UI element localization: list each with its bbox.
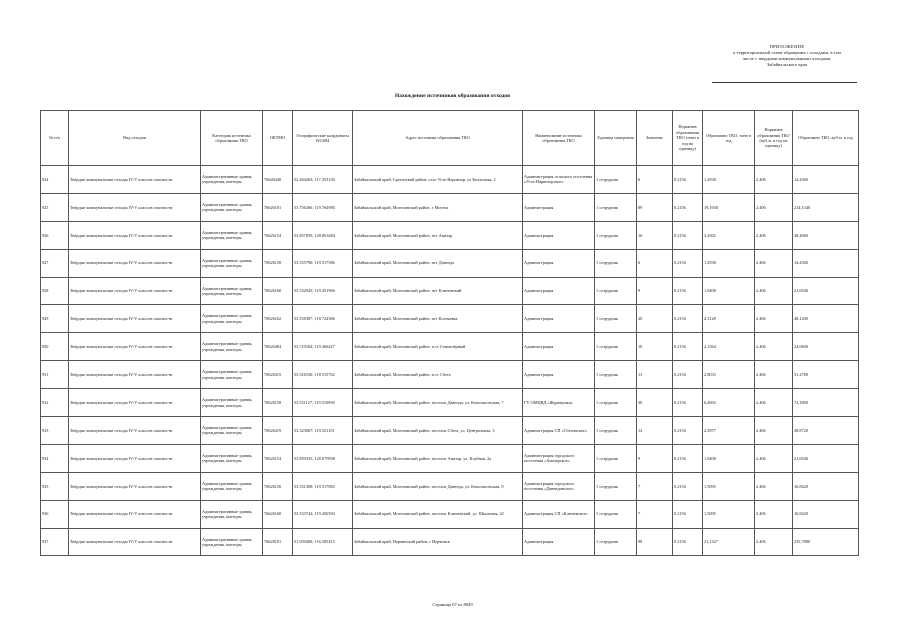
row-number-cell: 937 (41, 528, 69, 556)
coordinates-cell: 53.857839; 120.863484 (293, 221, 353, 249)
norm-tons-cell: 0.2156 (673, 193, 703, 221)
source-name-cell: Администрация (523, 221, 595, 249)
oktmo-cell: 76626101 (263, 193, 293, 221)
column-header: Вид отходов (69, 111, 201, 166)
source-name-cell: Администрация (523, 277, 595, 305)
unit-cell: 1 сотрудник (595, 472, 637, 500)
source-name-cell: Администрация СП «Сбегинское» (523, 417, 595, 445)
address-cell: Забайкальский край, Могочинский район, п.ст Семиозёрный (353, 333, 523, 361)
coordinates-cell: 53.756266; 119.764980 (293, 193, 353, 221)
row-number-cell: 926 (41, 221, 69, 249)
volume-tons-cell: 1,5095 (703, 500, 755, 528)
waste-type-cell: Твёрдые коммунальные отходы IV-V классов опасности (69, 444, 201, 472)
appendix-line-1: к территориальной схеме обращения с отходами, в том (733, 50, 841, 56)
coordinates-cell: 53.558387; 118.724366 (293, 305, 353, 333)
category-cell: Административные здания, учреждения, конторы (201, 417, 263, 445)
waste-type-cell: Твёрдые коммунальные отходы IV-V классов опасности (69, 221, 201, 249)
volume-tons-cell: 21,1327 (703, 528, 755, 556)
column-header: Норматив образования ТКО (куб.м. в год на единицу) (755, 111, 793, 166)
value-cell: 9 (637, 444, 673, 472)
table-row (41, 166, 859, 194)
volume-tons-cell: 3,4502 (703, 221, 755, 249)
value-cell: 13 (637, 361, 673, 389)
source-name-cell: ГУ ОМЦВД «Журавушка» (523, 389, 595, 417)
norm-tons-cell: 0.2156 (673, 305, 703, 333)
waste-type-cell: Твёрдые коммунальные отходы IV-V классов опасности (69, 249, 201, 277)
waste-type-cell: Твёрдые коммунальные отходы IV-V классов опасности (69, 389, 201, 417)
unit-cell: 1 сотрудник (595, 249, 637, 277)
unit-cell: 1 сотрудник (595, 500, 637, 528)
value-cell: 89 (637, 193, 673, 221)
volume-cubic-cell: 38,4960 (793, 221, 859, 249)
waste-type-cell: Твёрдые коммунальные отходы IV-V классов опасности (69, 333, 201, 361)
category-cell: Административные здания, учреждения, конторы (201, 221, 263, 249)
address-cell: Забайкальский край, Могочинский район, п.ст Сбега (353, 361, 523, 389)
coordinates-cell: 53.859335; 120.879938 (293, 444, 353, 472)
value-cell: 7 (637, 472, 673, 500)
volume-cubic-cell: 21,6540 (793, 444, 859, 472)
table-row (41, 277, 859, 305)
column-header: Образовано ТКО, тонн в год (703, 111, 755, 166)
value-cell: 16 (637, 221, 673, 249)
column-header: Единица измерения (595, 111, 637, 166)
unit-cell: 1 сотрудник (595, 389, 637, 417)
source-name-cell: Администрация городского поселения «Давендинское» (523, 472, 595, 500)
row-number-cell: 933 (41, 417, 69, 445)
volume-cubic-cell: 48,1200 (793, 305, 859, 333)
volume-cubic-cell: 214,1340 (793, 193, 859, 221)
value-cell: 10 (637, 333, 673, 361)
unit-cell: 1 сотрудник (595, 361, 637, 389)
coordinates-cell: 52.264263; 117.353130 (293, 166, 353, 194)
column-header: Географические координаты WGS84 (293, 111, 353, 166)
volume-cubic-cell: 31,2780 (793, 361, 859, 389)
waste-type-cell: Твёрдые коммунальные отходы IV-V классов опасности (69, 305, 201, 333)
category-cell: Административные здания, учреждения, конторы (201, 444, 263, 472)
volume-tons-cell: 19,1930 (703, 193, 755, 221)
norm-tons-cell: 0.2156 (673, 472, 703, 500)
category-cell: Административные здания, учреждения, конторы (201, 305, 263, 333)
norm-tons-cell: 0.2156 (673, 166, 703, 194)
volume-cubic-cell: 14,4360 (793, 166, 859, 194)
source-name-cell: Администрация СП «Ключевское» (523, 500, 595, 528)
address-cell: Забайкальский край, Могочинский район, г Могоча (353, 193, 523, 221)
row-number-cell: 924 (41, 166, 69, 194)
table-row (41, 444, 859, 472)
waste-type-cell: Твёрдые коммунальные отходы IV-V классов опасности (69, 500, 201, 528)
appendix-title: ПРИЛОЖЕНИЕ (769, 44, 805, 49)
unit-cell: 1 сотрудник (595, 417, 637, 445)
oktmo-cell: 76626160 (263, 277, 293, 305)
table-body (41, 166, 859, 556)
norm-tons-cell: 0.2156 (673, 361, 703, 389)
category-cell: Административные здания, учреждения, конторы (201, 193, 263, 221)
waste-type-cell: Твёрдые коммунальные отходы IV-V классов опасности (69, 417, 201, 445)
waste-type-cell: Твёрдые коммунальные отходы IV-V классов опасности (69, 472, 201, 500)
row-number-cell: 930 (41, 333, 69, 361)
source-name-cell: Администрация (523, 361, 595, 389)
registry-table (40, 110, 859, 556)
table-row (41, 361, 859, 389)
table-row (41, 193, 859, 221)
row-number-cell: 925 (41, 193, 69, 221)
address-cell: Забайкальский край, Могочинский район, поселок Амазар, ул. Клубная, 2а (353, 444, 523, 472)
volume-tons-cell: 1,9408 (703, 444, 755, 472)
row-number-cell: 936 (41, 500, 69, 528)
norm-cubic-cell: 2.406 (755, 444, 793, 472)
volume-tons-cell: 6,4692 (703, 389, 755, 417)
row-number-cell: 929 (41, 305, 69, 333)
norm-cubic-cell: 2.406 (755, 472, 793, 500)
norm-cubic-cell: 2.406 (755, 389, 793, 417)
oktmo-cell: 76626156 (263, 472, 293, 500)
volume-tons-cell: 1,5095 (703, 472, 755, 500)
norm-tons-cell: 0.2156 (673, 417, 703, 445)
category-cell: Административные здания, учреждения, конторы (201, 472, 263, 500)
unit-cell: 1 сотрудник (595, 166, 637, 194)
category-cell: Административные здания, учреждения, конторы (201, 500, 263, 528)
norm-cubic-cell: 2.406 (755, 361, 793, 389)
oktmo-cell: 76626419 (263, 417, 293, 445)
volume-tons-cell: 4,3128 (703, 305, 755, 333)
norm-tons-cell: 0.2156 (673, 221, 703, 249)
column-header: ОКТМО (263, 111, 293, 166)
waste-type-cell: Твёрдые коммунальные отходы IV-V классов опасности (69, 166, 201, 194)
norm-cubic-cell: 2.406 (755, 528, 793, 556)
norm-tons-cell: 0.2156 (673, 528, 703, 556)
volume-cubic-cell: 21,6540 (793, 277, 859, 305)
column-header: Норматив образования ТКО (тонн в год на единицу) (673, 111, 703, 166)
volume-cubic-cell: 16,8420 (793, 500, 859, 528)
document-title: Нахождение источников образования отходов (394, 93, 511, 99)
norm-cubic-cell: 2.406 (755, 221, 793, 249)
table-row (41, 472, 859, 500)
volume-tons-cell: 1,2938 (703, 166, 755, 194)
column-header: Значение (637, 111, 673, 166)
address-cell: Забайкальский край, Могочинский район, пгт Давенда (353, 249, 523, 277)
value-cell: 6 (637, 249, 673, 277)
norm-cubic-cell: 2.406 (755, 417, 793, 445)
unit-cell: 1 сотрудник (595, 277, 637, 305)
value-cell: 6 (637, 166, 673, 194)
row-number-cell: 927 (41, 249, 69, 277)
oktmo-cell: 76640440 (263, 166, 293, 194)
unit-cell: 1 сотрудник (595, 221, 637, 249)
category-cell: Административные здания, учреждения, конторы (201, 277, 263, 305)
table-row (41, 305, 859, 333)
volume-cubic-cell: 72,1800 (793, 389, 859, 417)
waste-type-cell: Твёрдые коммунальные отходы IV-V классов опасности (69, 277, 201, 305)
address-cell: Забайкальский край, Могочинский район, поселок Сбега, ул. Центральная, 3 (353, 417, 523, 445)
volume-tons-cell: 2,1564 (703, 333, 755, 361)
column-header: № п/п (41, 111, 69, 166)
unit-cell: 1 сотрудник (595, 193, 637, 221)
coordinates-cell: 53.532945; 119.451966 (293, 277, 353, 305)
norm-cubic-cell: 2.406 (755, 277, 793, 305)
oktmo-cell: 76626154 (263, 221, 293, 249)
table-row (41, 417, 859, 445)
oktmo-cell: 76628101 (263, 528, 293, 556)
address-cell: Забайкальский край, Могочинский район, пгт Амазар (353, 221, 523, 249)
source-name-cell: Администрация (523, 333, 595, 361)
oktmo-cell: 76626404 (263, 333, 293, 361)
address-cell: Забайкальский край, Могочинский район, поселок Давенда, ул. Комсомольская, 9 (353, 472, 523, 500)
norm-cubic-cell: 2.406 (755, 193, 793, 221)
norm-tons-cell: 0.2156 (673, 333, 703, 361)
waste-type-cell: Твёрдые коммунальные отходы IV-V классов опасности (69, 361, 201, 389)
address-cell: Забайкальский край, Могочинский район, поселок Ключевский, ул. Школьная, 42 (353, 500, 523, 528)
column-header: Наименование источника образования ТКО (523, 111, 595, 166)
appendix-line-2: числе с твердыми коммунальными отходами, (742, 56, 832, 62)
value-cell: 9 (637, 277, 673, 305)
waste-type-cell: Твёрдые коммунальные отходы IV-V классов опасности (69, 193, 201, 221)
address-cell: Забайкальский край, Могочинский район, поселок Давенда, ул. Комсомольская, 7 (353, 389, 523, 417)
volume-cubic-cell: 16,8420 (793, 472, 859, 500)
norm-cubic-cell: 2.406 (755, 500, 793, 528)
table-header (41, 111, 859, 166)
value-cell: 30 (637, 389, 673, 417)
oktmo-cell: 76626415 (263, 361, 293, 389)
row-number-cell: 935 (41, 472, 69, 500)
address-cell: Забайкальский край, Могочинский район, пгт Ксеньевка (353, 305, 523, 333)
oktmo-cell: 76626158 (263, 249, 293, 277)
appendix-line-3: Забайкальского края (766, 62, 808, 68)
volume-tons-cell: 1,2938 (703, 249, 755, 277)
norm-tons-cell: 0.2156 (673, 277, 703, 305)
value-cell: 20 (637, 305, 673, 333)
table-row (41, 389, 859, 417)
norm-cubic-cell: 2.406 (755, 333, 793, 361)
column-header: Категория источника образования ТКО (201, 111, 263, 166)
source-name-cell: Администрация (523, 528, 595, 556)
oktmo-cell: 76626162 (263, 305, 293, 333)
row-number-cell: 934 (41, 444, 69, 472)
category-cell: Административные здания, учреждения, конторы (201, 249, 263, 277)
column-header: Образовано ТКО, куб.м. в год (793, 111, 859, 166)
oktmo-cell: 76626158 (263, 389, 293, 417)
norm-tons-cell: 0.2156 (673, 389, 703, 417)
volume-cubic-cell: 14,4360 (793, 249, 859, 277)
unit-cell: 1 сотрудник (595, 528, 637, 556)
table-row (41, 333, 859, 361)
table-row (41, 249, 859, 277)
norm-cubic-cell: 2.406 (755, 249, 793, 277)
volume-tons-cell: 2,8033 (703, 361, 755, 389)
value-cell: 12 (637, 417, 673, 445)
coordinates-cell: 53.316536; 118.515762 (293, 361, 353, 389)
oktmo-cell: 76626160 (263, 500, 293, 528)
address-cell: Забайкальский край, Сретенский район, село Усть-Наринзор, ул Колхозная, 2 (353, 166, 523, 194)
volume-tons-cell: 2,5877 (703, 417, 755, 445)
source-name-cell: Администрация (523, 305, 595, 333)
coordinates-cell: 53.323067; 119.521101 (293, 417, 353, 445)
category-cell: Административные здания, учреждения, конторы (201, 389, 263, 417)
unit-cell: 1 сотрудник (595, 444, 637, 472)
table-row (41, 500, 859, 528)
row-number-cell: 928 (41, 277, 69, 305)
row-number-cell: 931 (41, 361, 69, 389)
norm-tons-cell: 0.2156 (673, 444, 703, 472)
table-header-row (41, 111, 859, 166)
coordinates-cell: 53.710164; 119.366427 (293, 333, 353, 361)
oktmo-cell: 76626154 (263, 444, 293, 472)
category-cell: Административные здания, учреждения, конторы (201, 333, 263, 361)
category-cell: Административные здания, учреждения, конторы (201, 361, 263, 389)
value-cell: 7 (637, 500, 673, 528)
norm-cubic-cell: 2.406 (755, 305, 793, 333)
unit-cell: 1 сотрудник (595, 305, 637, 333)
coordinates-cell: 53.533742; 119.456594 (293, 500, 353, 528)
column-header: Адрес источника образования ТКО (353, 111, 523, 166)
norm-cubic-cell: 2.406 (755, 166, 793, 194)
norm-tons-cell: 0.2156 (673, 500, 703, 528)
coordinates-cell: 53.551368; 119.517883 (293, 472, 353, 500)
coordinates-cell: 51.959400; 116.585415 (293, 528, 353, 556)
header-rule (712, 82, 857, 83)
table-row (41, 221, 859, 249)
volume-cubic-cell: 235,7880 (793, 528, 859, 556)
source-name-cell: Администрация (523, 193, 595, 221)
unit-cell: 1 сотрудник (595, 333, 637, 361)
table-row (41, 528, 859, 556)
volume-cubic-cell: 24,0600 (793, 333, 859, 361)
category-cell: Административные здания, учреждения, конторы (201, 528, 263, 556)
source-name-cell: Администрация городского поселения «Амазарское» (523, 444, 595, 472)
waste-type-cell: Твёрдые коммунальные отходы IV-V классов опасности (69, 528, 201, 556)
value-cell: 98 (637, 528, 673, 556)
address-cell: Забайкальский край, Могочинский район, пгт Ключевский (353, 277, 523, 305)
source-name-cell: Администрация (523, 249, 595, 277)
coordinates-cell: 53.555796; 119.517586 (293, 249, 353, 277)
source-name-cell: Администрация сельского поселения «Усть-Наринзорское» (523, 166, 595, 194)
norm-tons-cell: 0.2156 (673, 249, 703, 277)
coordinates-cell: 53.551127; 119.510998 (293, 389, 353, 417)
volume-cubic-cell: 28,8720 (793, 417, 859, 445)
page-footer: Страница 67 из 8049 (432, 602, 473, 607)
row-number-cell: 932 (41, 389, 69, 417)
category-cell: Административные здания, учреждения, конторы (201, 166, 263, 194)
appendix-block (712, 44, 862, 68)
address-cell: Забайкальский край, Нерчинский район, г Нерчинск (353, 528, 523, 556)
volume-tons-cell: 1,9408 (703, 277, 755, 305)
